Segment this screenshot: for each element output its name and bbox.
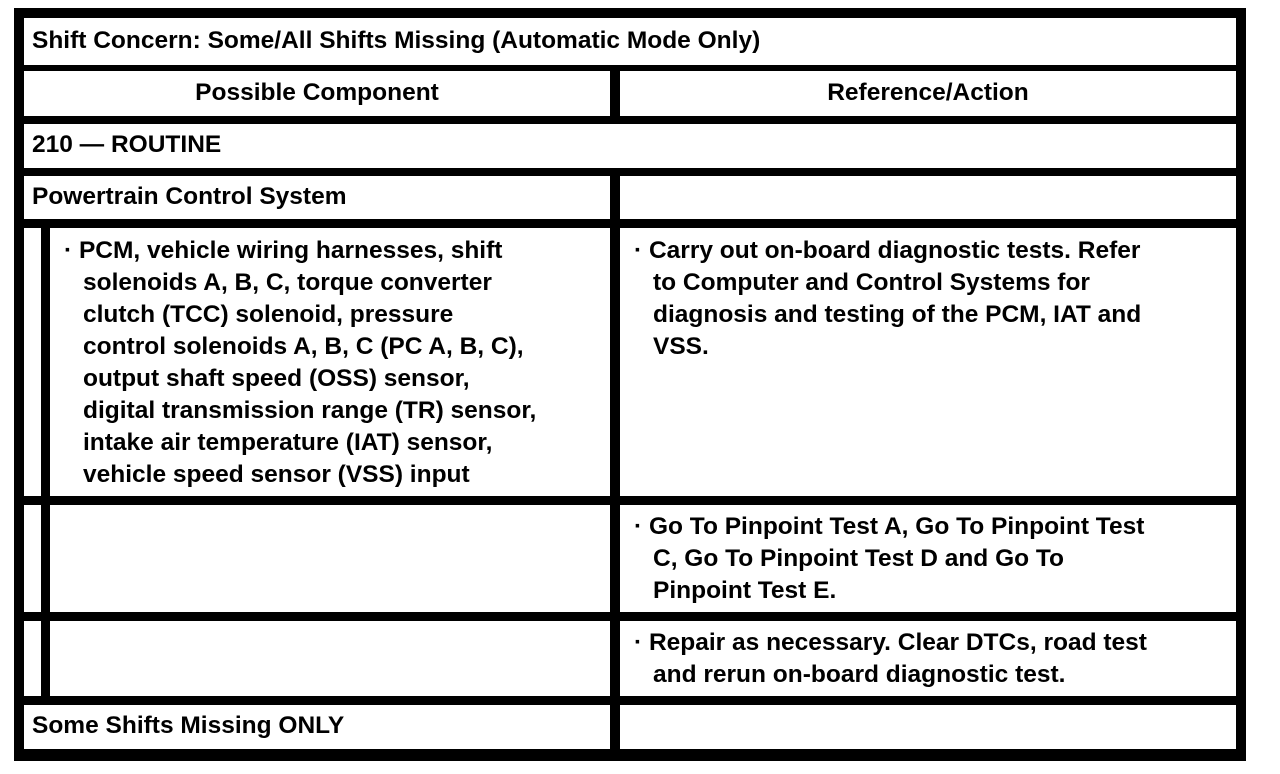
action-line: · Repair as necessary. Clear DTCs, road test <box>634 629 1147 656</box>
action-line: Pinpoint Test E. <box>653 577 837 604</box>
action-list-item-2 <box>634 511 1144 607</box>
system-label: Powertrain Control System <box>32 183 347 210</box>
system-cell <box>24 176 610 219</box>
component-line: solenoids A, B, C, torque converter <box>83 269 492 296</box>
header-component-cell <box>24 71 610 116</box>
component-empty-cell-2 <box>50 505 610 612</box>
action-line: to Computer and Control Systems for <box>653 269 1090 296</box>
action-line: VSS. <box>653 333 709 360</box>
component-empty-cell-3 <box>50 621 610 696</box>
component-list-item <box>64 235 536 491</box>
component-line: digital transmission range (TR) sensor, <box>83 397 537 424</box>
section-label: 210 — ROUTINE <box>32 131 222 158</box>
component-line: · PCM, vehicle wiring harnesses, shift <box>64 237 503 264</box>
action-cell-3 <box>620 621 1236 696</box>
diagnostic-table <box>14 8 1246 761</box>
action-line: and rerun on-board diagnostic test. <box>653 661 1066 688</box>
footer-action-cell <box>620 705 1236 749</box>
component-line: clutch (TCC) solenoid, pressure <box>83 301 454 328</box>
header-action-cell <box>620 71 1236 116</box>
indent-cell-3 <box>24 621 41 696</box>
action-cell-1 <box>620 228 1236 496</box>
title-cell <box>24 18 1236 65</box>
indent-cell-2 <box>24 505 41 612</box>
header-possible-component: Possible Component <box>195 79 439 106</box>
action-line: · Go To Pinpoint Test A, Go To Pinpoint Test <box>634 513 1145 540</box>
system-action-cell <box>620 176 1236 219</box>
header-reference-action: Reference/Action <box>827 79 1029 106</box>
section-cell <box>24 124 1236 168</box>
indent-cell-1 <box>24 228 41 496</box>
action-line: · Carry out on-board diagnostic tests. Refer <box>634 237 1141 264</box>
component-line: vehicle speed sensor (VSS) input <box>83 461 470 488</box>
action-list-item-3 <box>634 627 1147 691</box>
action-line: C, Go To Pinpoint Test D and Go To <box>653 545 1065 572</box>
action-list-item-1 <box>634 235 1141 363</box>
footer-cell <box>24 705 610 749</box>
component-line: control solenoids A, B, C (PC A, B, C), <box>83 333 524 360</box>
component-cell <box>50 228 610 496</box>
action-cell-2 <box>620 505 1236 612</box>
table-title: Shift Concern: Some/All Shifts Missing (Automatic Mode Only) <box>32 27 761 54</box>
component-line: intake air temperature (IAT) sensor, <box>83 429 493 456</box>
component-line: output shaft speed (OSS) sensor, <box>83 365 470 392</box>
action-line: diagnosis and testing of the PCM, IAT and <box>653 301 1142 328</box>
footer-label: Some Shifts Missing ONLY <box>32 712 345 739</box>
